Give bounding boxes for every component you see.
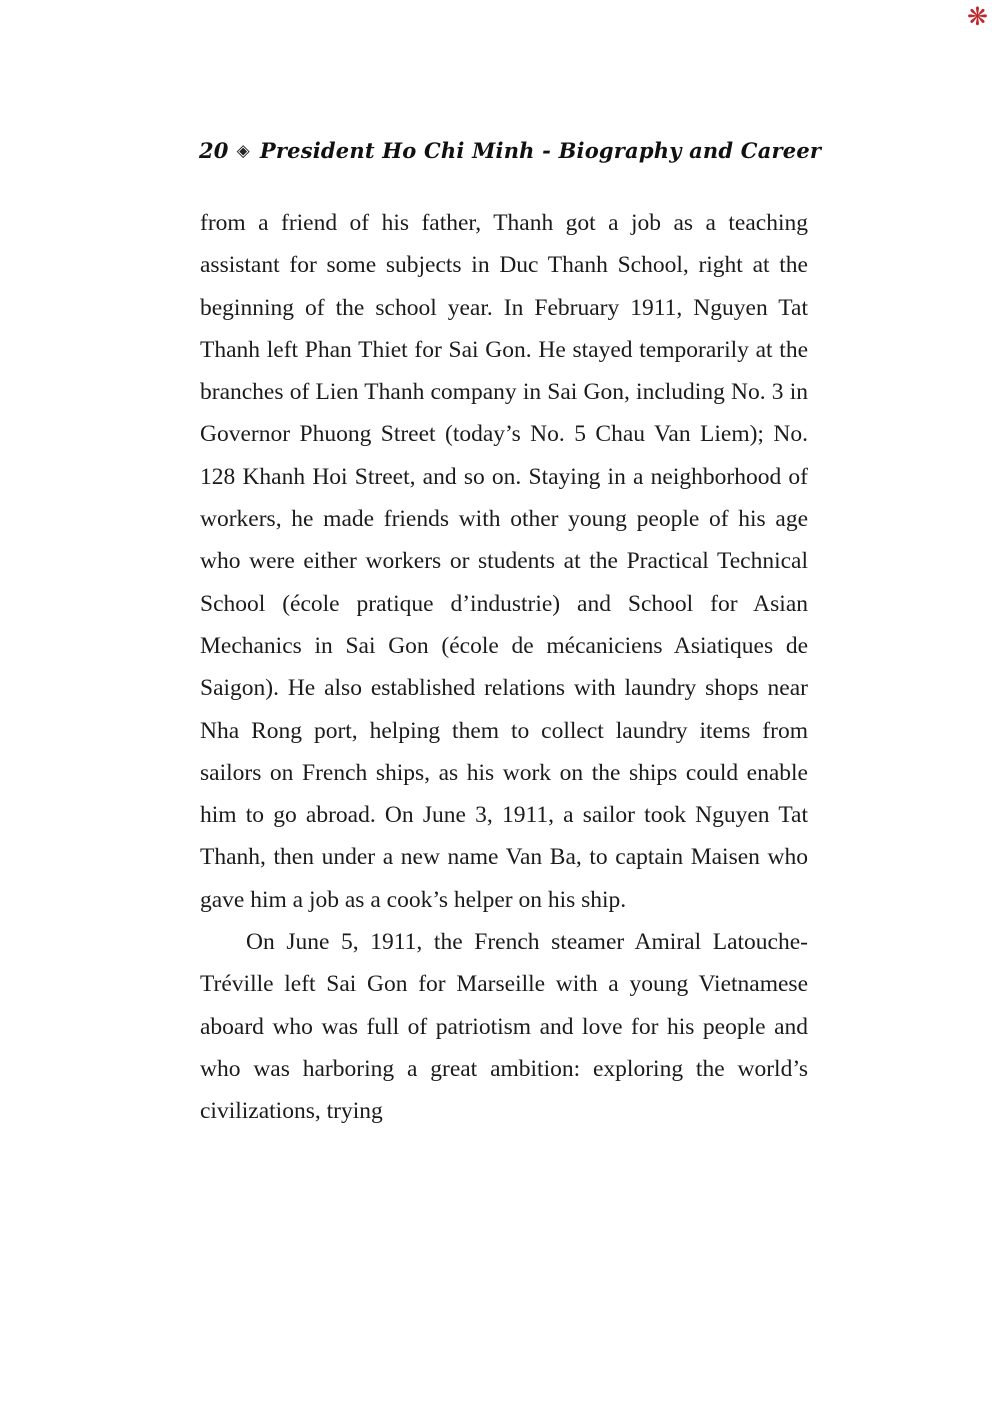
page-number: 20 <box>199 138 229 163</box>
paragraph-continuation: from a friend of his father, Thanh got a job as a teaching assistant for some subjects in Duc Thanh School, right at the beginning of the school year. In February 1911, Nguyen Tat Thanh left Phan Thiet for Sai Gon. He stayed temporarily at the branches of Lien Thanh company in Sai Gon, including No. 3 in Governor Phuong Street (today’s No. 5 Chau Van Liem); No. 128 Khanh Hoi Street, and so on. Staying in a neighborhood of workers, he made friends with other young people of his age who were either workers or students at the Practical Technical School (école pratique d’industrie) and School for Asian Mechanics in Sai Gon (école de mécaniciens Asiatiques de Saigon). He also established relations with laundry shops near Nha Rong port, helping them to collect laundry items from sailors on French ships, as his work on the ships could enable him to go abroad. On June 3, 1911, a sailor took Nguyen Tat Thanh, then under a new name Van Ba, to captain Maisen who gave him a job as a cook’s helper on his ship. <box>200 210 808 913</box>
body-text <box>200 202 808 1133</box>
paragraph: On June 5, 1911, the French steamer Amiral Latouche-Tréville left Sai Gon for Marseille with a young Vietnamese aboard who was full of patriotism and love for his people and who was harboring a great ambition: exploring the world’s civilizations, trying <box>200 929 808 1125</box>
flower-icon: ❋ <box>967 2 988 31</box>
page-header <box>199 138 822 163</box>
running-title: President Ho Chi Minh - Biography and Career <box>259 138 822 163</box>
diamond-icon: ◈ <box>236 141 250 161</box>
